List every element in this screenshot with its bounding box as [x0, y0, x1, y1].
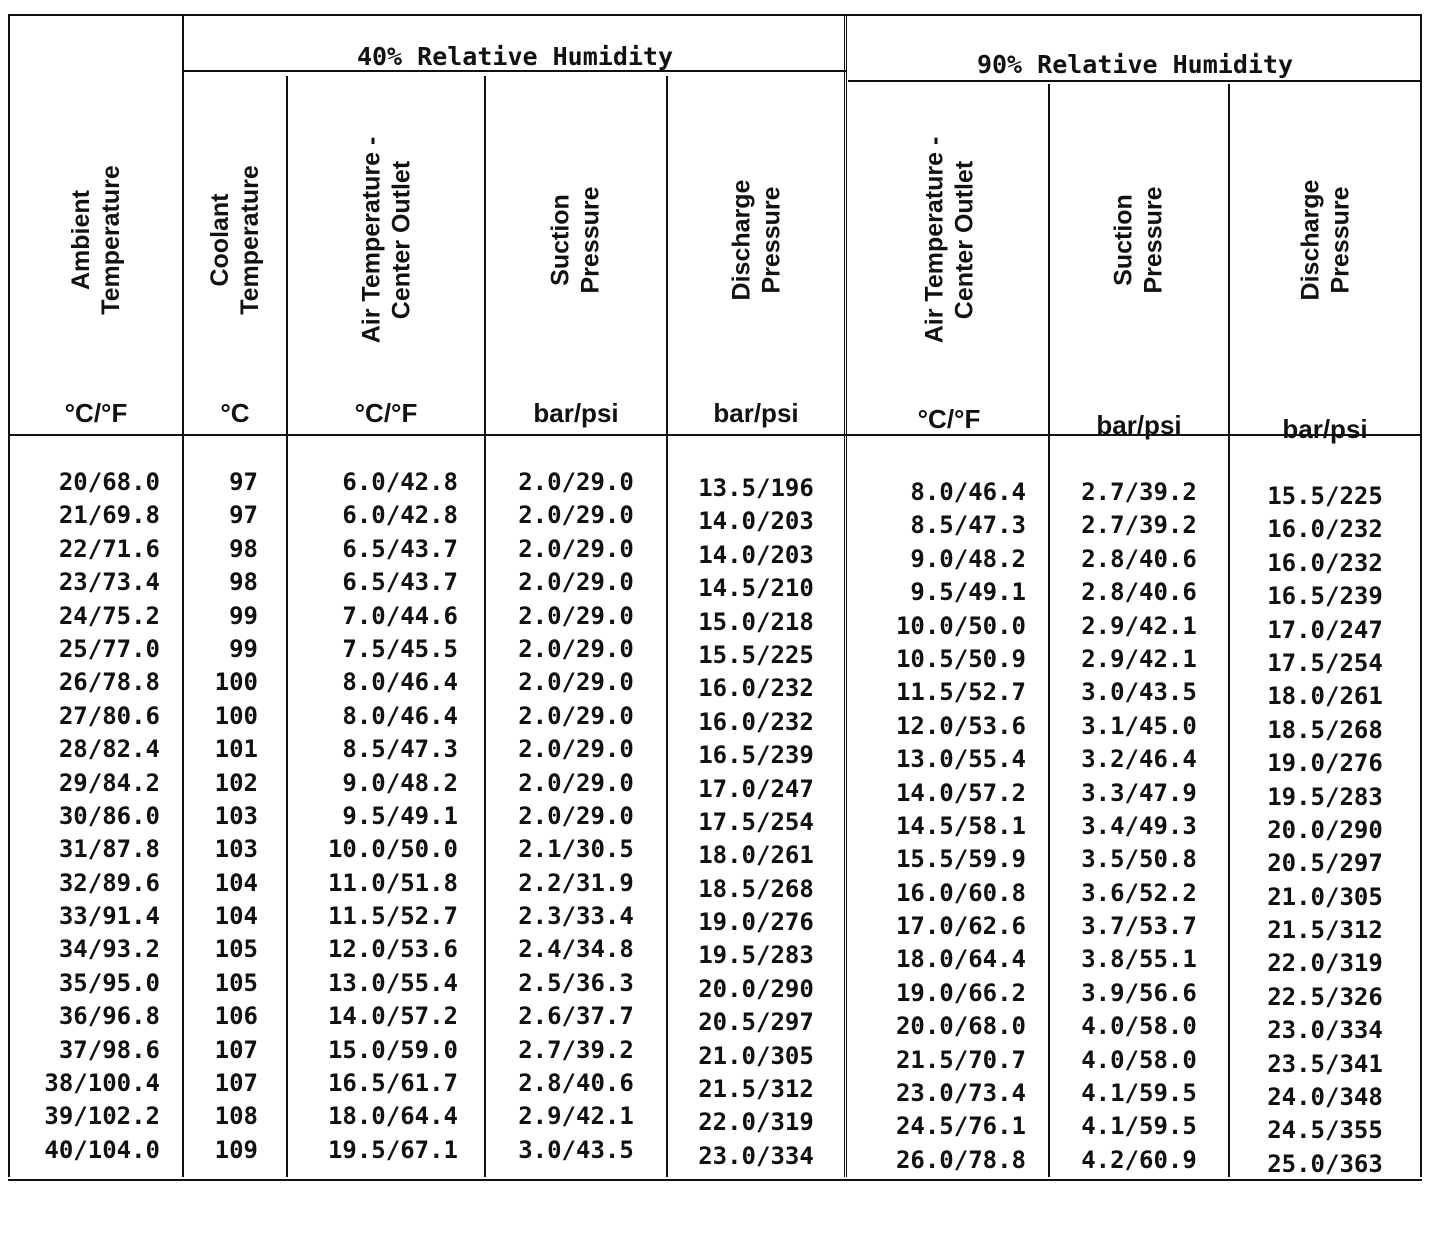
header-coolant: Coolant Temperature	[206, 165, 264, 315]
table-cell: 23.0/73.4	[895, 1079, 1026, 1108]
table-cell: 2.9/42.1	[518, 1102, 634, 1131]
table-cell: 21.5/70.7	[895, 1045, 1026, 1074]
table-cell: 2.6/37.7	[518, 1002, 634, 1031]
table-cell: 6.5/43.7	[342, 534, 458, 563]
table-cell: 3.7/53.7	[1081, 912, 1197, 941]
table-cell: 2.0/29.0	[518, 668, 634, 697]
column-air-90	[850, 476, 1026, 1177]
table-cell: 13.5/196	[698, 474, 814, 502]
table-cell: 14.0/57.2	[895, 778, 1026, 807]
table-cell: 22.5/326	[1267, 982, 1383, 1011]
table-cell: 8.5/47.3	[342, 735, 458, 764]
table-cell: 10.0/50.0	[895, 611, 1026, 640]
table-cell: 20.5/297	[1267, 849, 1383, 878]
table-cell: 2.8/40.6	[1081, 544, 1197, 573]
table-cell: 14.5/210	[698, 574, 814, 603]
table-cell: 20.0/68.0	[895, 1012, 1026, 1041]
table-cell: 9.5/49.1	[910, 578, 1026, 607]
table-cell: 105	[214, 968, 258, 997]
table-cell: 3.5/50.8	[1081, 845, 1197, 874]
table-cell: 18.0/64.4	[895, 945, 1026, 974]
table-cell: 104	[214, 902, 258, 931]
table-cell: 4.0/58.0	[1081, 1012, 1197, 1041]
table-cell: 18.0/261	[1267, 682, 1383, 711]
group-title-40: 40% Relative Humidity	[356, 42, 674, 71]
table-cell: 17.0/247	[1267, 615, 1383, 644]
table-cell: 24.5/355	[1267, 1116, 1383, 1145]
table-cell: 20.0/290	[1267, 815, 1383, 844]
table-cell: 14.0/203	[698, 540, 814, 569]
table-cell: 99	[229, 634, 258, 663]
table-cell: 2.3/33.4	[518, 902, 634, 931]
table-cell: 2.0/29.0	[518, 634, 634, 663]
header-suction-90: Suction Pressure	[1110, 186, 1168, 294]
table-cell: 40/104.0	[44, 1135, 160, 1164]
table-cell: 17.5/254	[698, 807, 814, 836]
unit-discharge-90: bar/psi	[1282, 414, 1368, 444]
table-cell: 3.3/47.9	[1081, 778, 1197, 807]
table-cell: 19.5/283	[1267, 782, 1383, 811]
table-cell: 16.0/232	[1267, 548, 1383, 577]
table-cell: 34/93.2	[58, 935, 160, 964]
header-discharge-40: Discharge Pressure	[726, 179, 785, 301]
table-cell: 28/82.4	[58, 735, 160, 764]
table-cell: 98	[229, 568, 258, 597]
table-cell: 8.0/46.4	[342, 701, 458, 730]
table-cell: 30/86.0	[58, 801, 160, 830]
table-cell: 16.0/232	[698, 674, 814, 703]
table-cell: 7.0/44.6	[342, 601, 458, 630]
unit-ambient: °C/°F	[64, 398, 128, 428]
table-cell: 32/89.6	[58, 868, 160, 897]
table-cell: 7.5/45.5	[342, 634, 458, 663]
table-cell: 4.1/59.5	[1081, 1112, 1197, 1141]
table-cell: 21.0/305	[1267, 882, 1383, 911]
table-cell: 23/73.4	[58, 568, 160, 597]
column-ambient	[10, 466, 160, 1167]
table-cell: 23.0/334	[1267, 1016, 1383, 1045]
table-cell: 12.0/53.6	[327, 935, 458, 964]
header-ambient: Ambient Temperature	[67, 165, 125, 315]
table-cell: 4.2/60.9	[1081, 1145, 1197, 1174]
table-cell: 8.0/46.4	[342, 668, 458, 697]
table-cell: 4.1/59.5	[1081, 1079, 1197, 1108]
table-cell: 23.0/334	[698, 1141, 814, 1170]
table-cell: 27/80.6	[58, 701, 160, 730]
table-cell: 25.0/363	[1267, 1149, 1383, 1178]
table-cell: 25/77.0	[58, 634, 160, 663]
table-cell: 2.0/29.0	[518, 601, 634, 630]
table-cell: 16.0/60.8	[895, 878, 1026, 907]
table-cell: 23.5/341	[1267, 1049, 1383, 1078]
column-suction-40	[486, 466, 666, 1167]
table-cell: 13.0/55.4	[327, 968, 458, 997]
table-cell: 2.5/36.3	[518, 968, 634, 997]
table-border-right	[1420, 14, 1422, 1177]
column-coolant	[184, 466, 258, 1167]
table-cell: 2.1/30.5	[518, 835, 634, 864]
group-underline-90	[848, 80, 1422, 82]
header-suction-40: Suction Pressure	[547, 186, 605, 294]
table-cell: 2.9/42.1	[1081, 611, 1197, 640]
table-cell: 2.7/39.2	[1081, 511, 1197, 540]
table-cell: 6.5/43.7	[342, 568, 458, 597]
unit-coolant: °C	[220, 398, 250, 428]
table-cell: 102	[214, 768, 258, 797]
table-cell: 3.0/43.5	[1081, 678, 1197, 707]
table-cell: 106	[214, 1002, 258, 1031]
table-cell: 24/75.2	[58, 601, 160, 630]
table-cell: 97	[229, 468, 258, 496]
table-cell: 6.0/42.8	[342, 468, 458, 496]
table-cell: 2.8/40.6	[1081, 578, 1197, 607]
table-cell: 3.6/52.2	[1081, 878, 1197, 907]
unit-discharge-40: bar/psi	[713, 398, 799, 428]
table-cell: 104	[214, 868, 258, 897]
table-cell: 107	[214, 1035, 258, 1064]
table-cell: 103	[214, 801, 258, 830]
table-cell: 21/69.8	[58, 501, 160, 530]
table-cell: 10.5/50.9	[895, 644, 1026, 673]
table-cell: 15.0/59.0	[327, 1035, 458, 1064]
table-cell: 2.0/29.0	[518, 534, 634, 563]
table-cell: 6.0/42.8	[342, 501, 458, 530]
table-cell: 3.2/46.4	[1081, 745, 1197, 774]
table-cell: 11.0/51.8	[327, 868, 458, 897]
table-cell: 9.0/48.2	[342, 768, 458, 797]
table-cell: 24.0/348	[1267, 1083, 1383, 1112]
table-cell: 37/98.6	[58, 1035, 160, 1064]
table-cell: 108	[214, 1102, 258, 1131]
table-cell: 18.5/268	[698, 874, 814, 903]
table-cell: 24.5/76.1	[895, 1112, 1026, 1141]
table-cell: 13.0/55.4	[895, 745, 1026, 774]
unit-air-40: °C/°F	[354, 398, 418, 428]
table-cell: 16.5/239	[1267, 582, 1383, 611]
table-cell: 19.5/67.1	[327, 1135, 458, 1164]
table-cell: 20.5/297	[698, 1008, 814, 1037]
table-cell: 3.9/56.6	[1081, 978, 1197, 1007]
group-title-90: 90% Relative Humidity	[976, 50, 1294, 79]
table-cell: 17.0/247	[698, 774, 814, 803]
table-cell: 39/102.2	[44, 1102, 160, 1131]
table-cell: 100	[214, 701, 258, 730]
table-cell: 22/71.6	[58, 534, 160, 563]
table-cell: 38/100.4	[44, 1069, 160, 1098]
table-cell: 3.4/49.3	[1081, 811, 1197, 840]
table-cell: 3.1/45.0	[1081, 711, 1197, 740]
header-discharge-90: Discharge Pressure	[1295, 179, 1354, 301]
table-cell: 16.0/232	[1267, 515, 1383, 544]
table-cell: 2.7/39.2	[518, 1035, 634, 1064]
table-cell: 4.0/58.0	[1081, 1045, 1197, 1074]
table-cell: 2.4/34.8	[518, 935, 634, 964]
table-cell: 26.0/78.8	[895, 1145, 1026, 1174]
column-air-40	[288, 466, 458, 1167]
table-cell: 11.5/52.7	[327, 902, 458, 931]
table-cell: 99	[229, 601, 258, 630]
table-cell: 2.0/29.0	[518, 768, 634, 797]
table-cell: 2.9/42.1	[1081, 644, 1197, 673]
table-cell: 16.5/239	[698, 741, 814, 770]
table-cell: 16.5/61.7	[327, 1069, 458, 1098]
table-cell: 2.2/31.9	[518, 868, 634, 897]
table-cell: 17.5/254	[1267, 648, 1383, 677]
table-cell: 3.8/55.1	[1081, 945, 1197, 974]
table-cell: 2.0/29.0	[518, 468, 634, 496]
table-cell: 101	[214, 735, 258, 764]
table-cell: 8.0/46.4	[910, 478, 1026, 506]
table-cell: 3.0/43.5	[518, 1135, 634, 1164]
table-cell: 15.5/225	[1267, 482, 1383, 510]
table-cell: 19.0/276	[1267, 749, 1383, 778]
table-cell: 100	[214, 668, 258, 697]
table-cell: 19.0/276	[698, 908, 814, 937]
table-cell: 2.0/29.0	[518, 801, 634, 830]
table-cell: 14.5/58.1	[895, 811, 1026, 840]
table-cell: 98	[229, 534, 258, 563]
column-discharge-40	[668, 472, 844, 1173]
table-cell: 105	[214, 935, 258, 964]
table-cell: 19.0/66.2	[895, 978, 1026, 1007]
table-cell: 2.0/29.0	[518, 568, 634, 597]
table-cell: 19.5/283	[698, 941, 814, 970]
table-cell: 22.0/319	[1267, 949, 1383, 978]
table-cell: 31/87.8	[58, 835, 160, 864]
table-cell: 12.0/53.6	[895, 711, 1026, 740]
table-cell: 14.0/203	[698, 507, 814, 536]
table-cell: 21.0/305	[698, 1041, 814, 1070]
unit-air-90: °C/°F	[917, 404, 981, 434]
table-cell: 8.5/47.3	[910, 511, 1026, 540]
table-cell: 22.0/319	[698, 1108, 814, 1137]
table-cell: 14.0/57.2	[327, 1002, 458, 1031]
table-cell: 21.5/312	[1267, 916, 1383, 945]
table-cell: 9.5/49.1	[342, 801, 458, 830]
table-cell: 2.7/39.2	[1081, 478, 1197, 506]
table-cell: 17.0/62.6	[895, 912, 1026, 941]
table-cell: 2.8/40.6	[518, 1069, 634, 1098]
unit-suction-40: bar/psi	[533, 398, 619, 428]
table-cell: 2.0/29.0	[518, 501, 634, 530]
column-suction-90	[1050, 476, 1228, 1177]
table-cell: 2.0/29.0	[518, 735, 634, 764]
table-cell: 20.0/290	[698, 974, 814, 1003]
table-cell: 20/68.0	[58, 468, 160, 496]
table-cell: 2.0/29.0	[518, 701, 634, 730]
table-cell: 10.0/50.0	[327, 835, 458, 864]
table-cell: 15.5/59.9	[895, 845, 1026, 874]
table-cell: 9.0/48.2	[910, 544, 1026, 573]
table-cell: 33/91.4	[58, 902, 160, 931]
table-cell: 109	[214, 1135, 258, 1164]
column-discharge-90	[1230, 480, 1420, 1181]
table-cell: 18.0/261	[698, 841, 814, 870]
table-cell: 29/84.2	[58, 768, 160, 797]
table-cell: 11.5/52.7	[895, 678, 1026, 707]
table-cell: 97	[229, 501, 258, 530]
header-air-90: Air Temperature - Center Outlet	[920, 136, 978, 344]
table-cell: 103	[214, 835, 258, 864]
table-cell: 26/78.8	[58, 668, 160, 697]
table-cell: 36/96.8	[58, 1002, 160, 1031]
table-cell: 18.0/64.4	[327, 1102, 458, 1131]
header-air-40: Air Temperature - Center Outlet	[357, 136, 415, 344]
table-cell: 107	[214, 1069, 258, 1098]
table-cell: 21.5/312	[698, 1075, 814, 1104]
unit-suction-90: bar/psi	[1096, 410, 1182, 440]
table-cell: 16.0/232	[698, 707, 814, 736]
table-cell: 15.5/225	[698, 640, 814, 669]
table-cell: 18.5/268	[1267, 715, 1383, 744]
table-cell: 35/95.0	[58, 968, 160, 997]
table-cell: 15.0/218	[698, 607, 814, 636]
